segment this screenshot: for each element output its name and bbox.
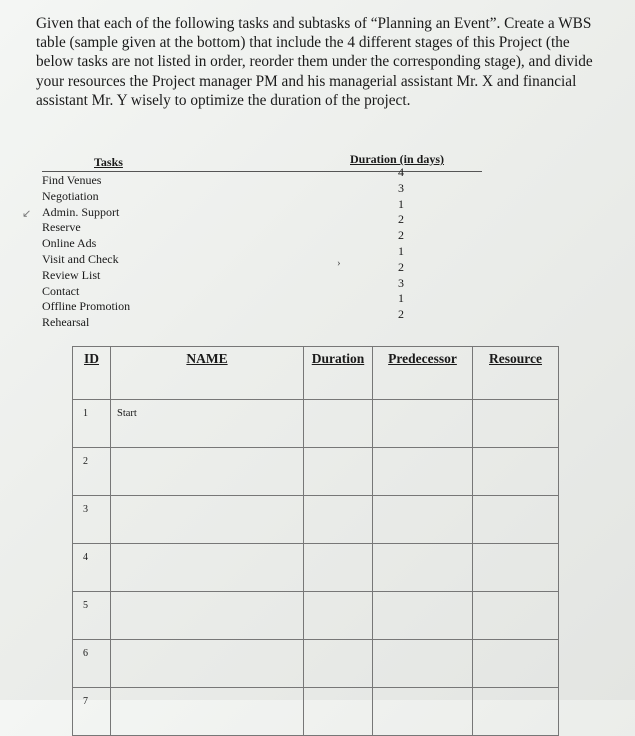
resource-cell [473,688,559,736]
task-name: Find Venues [42,173,102,187]
tasks-column-header: Tasks [94,155,123,169]
task-duration: 2 [398,259,404,274]
resource-cell [473,496,559,544]
task-list [42,173,130,331]
name-cell [111,592,304,640]
name-cell [111,640,304,688]
name-cell [111,688,304,736]
task-duration: 2 [398,212,404,227]
resource-header: Resource [473,347,559,400]
task-duration: 1 [398,291,404,306]
duration-cell [304,544,373,592]
name-header: NAME [111,347,304,400]
task-duration: 1 [398,196,404,211]
wbs-row [73,448,559,496]
wbs-row [73,592,559,640]
predecessor-header: Predecessor [373,347,473,400]
task-name: Rehearsal [42,315,90,330]
duration-cell [304,688,373,736]
resource-cell [473,592,559,640]
duration-cell [304,448,373,496]
wbs-row [73,688,559,736]
task-name: Review List [42,267,101,282]
wbs-header-row [73,347,559,400]
resource-cell [473,400,559,448]
name-cell [111,496,304,544]
resource-cell [473,640,559,688]
duration-cell [304,400,373,448]
id-cell: 5 [73,592,111,640]
wbs-row [73,496,559,544]
task-duration: 3 [398,180,404,195]
task-name: Visit and Check [42,251,119,266]
task-duration: 4 [398,165,404,179]
name-cell [111,448,304,496]
task-name: Online Ads [42,236,97,251]
wbs-row [73,640,559,688]
duration-header: Duration [304,347,373,400]
id-cell: 6 [73,640,111,688]
task-name: Reserve [42,220,81,235]
predecessor-cell [373,448,473,496]
pointer-mark-icon: ↙ [22,208,32,220]
duration-cell [304,592,373,640]
resource-cell [473,544,559,592]
wbs-table [72,346,559,736]
id-cell: 7 [73,688,111,736]
instructions-paragraph: Given that each of the following tasks and subtasks of “Planning an Event”. Create a WBS table (sample given at the bottom) that include the 4 different stages of this Project (the below tasks are not listed in order, reorder them under the corresponding stage), and divide your resources the Project manager PM and his managerial assistant Mr. X and financial assistant Mr. Y wisely to optimize the duration of the project. [36,15,593,109]
task-name: Contact [42,283,80,298]
duration-cell [304,640,373,688]
task-table-header [42,152,482,172]
predecessor-cell [373,496,473,544]
id-header: ID [73,347,111,400]
predecessor-cell [373,544,473,592]
resource-cell [473,448,559,496]
task-duration: 2 [398,228,404,243]
id-cell: 4 [73,544,111,592]
pen-mark-icon: › [337,257,341,269]
id-cell: 1 [73,400,111,448]
duration-cell [304,496,373,544]
task-name: Offline Promotion [42,299,131,314]
duration-list [395,165,407,323]
predecessor-cell [373,592,473,640]
duration-column-header: Duration (in days) [350,152,445,166]
name-cell [111,544,304,592]
wbs-row [73,544,559,592]
task-name: Negotiation [42,188,99,203]
task-duration: 3 [398,275,404,290]
predecessor-cell [373,400,473,448]
id-cell: 2 [73,448,111,496]
wbs-row [73,400,559,448]
id-cell: 3 [73,496,111,544]
task-name: Admin. Support [42,204,120,219]
predecessor-cell [373,640,473,688]
name-cell: Start [111,400,304,448]
task-duration: 2 [398,307,404,322]
task-duration: 1 [398,243,404,258]
predecessor-cell [373,688,473,736]
